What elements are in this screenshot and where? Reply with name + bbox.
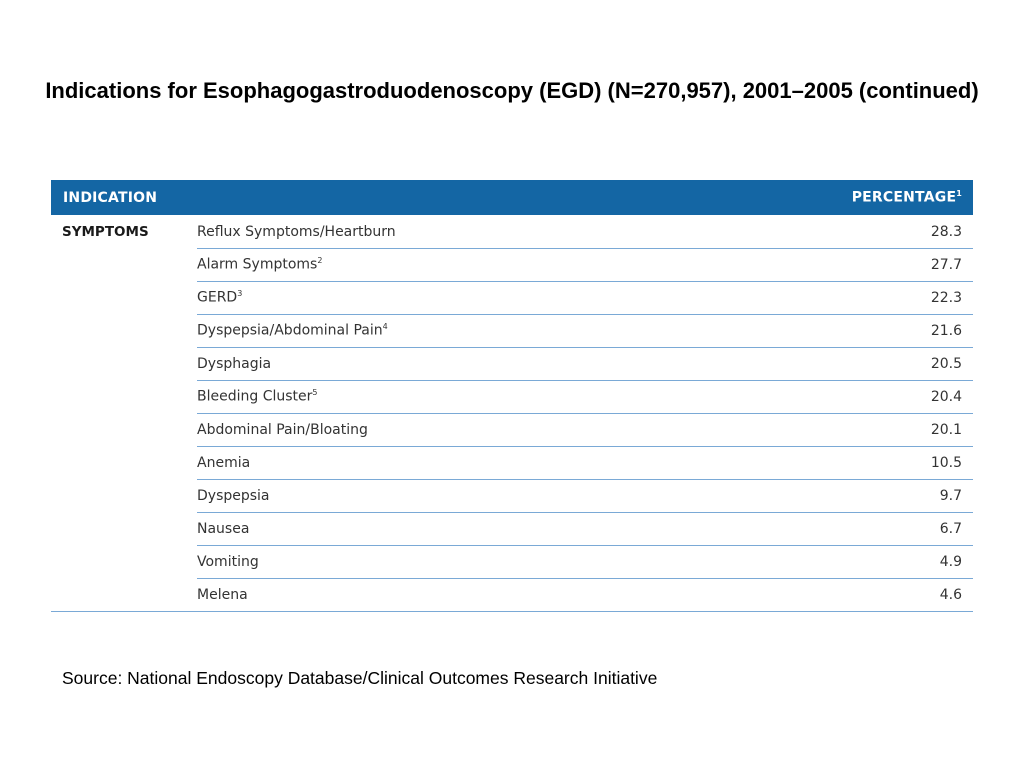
indication-cell	[197, 587, 882, 603]
indications-table	[51, 180, 973, 612]
indication-label: Bleeding Cluster	[197, 388, 313, 405]
table-row	[51, 248, 973, 281]
header-percentage	[852, 189, 973, 206]
percentage-value: 21.6	[930, 322, 962, 339]
indication-label: Anemia	[197, 454, 251, 471]
footnote-marker: 3	[237, 289, 243, 299]
table-row	[51, 413, 973, 446]
percentage-value: 20.4	[930, 388, 962, 405]
indication-label: Reflux Symptoms/Heartburn	[197, 223, 396, 240]
percentage-value: 6.7	[939, 520, 962, 537]
indication-cell	[197, 388, 882, 405]
table-row	[51, 545, 973, 578]
indication-cell	[197, 322, 882, 339]
percentage-value: 20.1	[930, 421, 962, 438]
percentage-value: 22.3	[930, 289, 962, 306]
indication-cell	[197, 356, 882, 372]
table-row	[51, 578, 973, 611]
page-title: Indications for Esophagogastroduodenoscopy (EGD) (N=270,957), 2001–2005 (continued)	[45, 78, 979, 103]
indication-label: Alarm Symptoms	[197, 256, 318, 273]
source-note: Source: National Endoscopy Database/Clinical Outcomes Research Initiative	[62, 668, 658, 688]
footnote-marker: 4	[382, 322, 388, 332]
footnote-marker: 5	[312, 388, 318, 398]
table-row	[51, 479, 973, 512]
percentage-value: 4.9	[939, 553, 962, 570]
indication-label: Melena	[197, 586, 248, 603]
indication-cell	[197, 256, 882, 273]
indication-label: Abdominal Pain/Bloating	[197, 421, 368, 438]
table-row	[51, 446, 973, 479]
table-row	[51, 215, 973, 248]
percentage-value: 27.7	[930, 256, 962, 273]
indication-cell	[197, 554, 882, 570]
indication-cell	[197, 488, 882, 504]
table-row	[51, 314, 973, 347]
table-row	[51, 281, 973, 314]
indication-label: Vomiting	[197, 553, 259, 570]
header-percentage-label: PERCENTAGE	[851, 189, 957, 206]
category-label: SYMPTOMS	[62, 223, 149, 240]
indication-label: Dysphagia	[197, 355, 272, 372]
indication-label: Dyspepsia/Abdominal Pain	[197, 322, 383, 339]
indication-cell	[197, 521, 882, 537]
indication-label: Nausea	[197, 520, 250, 537]
table-header	[51, 180, 973, 215]
indication-cell	[197, 455, 882, 471]
percentage-value: 9.7	[939, 487, 962, 504]
header-indication: INDICATION	[63, 189, 158, 206]
table-body	[51, 215, 973, 612]
indication-label: GERD	[197, 289, 238, 306]
table-row	[51, 380, 973, 413]
percentage-value: 28.3	[930, 223, 962, 240]
percentage-value: 4.6	[939, 586, 962, 603]
percentage-value: 10.5	[930, 454, 962, 471]
indication-cell	[197, 289, 882, 306]
indication-label: Dyspepsia	[197, 487, 270, 504]
percentage-value: 20.5	[930, 355, 962, 372]
indication-cell	[197, 224, 882, 240]
table-row	[51, 512, 973, 545]
indication-cell	[197, 422, 882, 438]
table-row	[51, 347, 973, 380]
footnote-marker: 2	[317, 256, 323, 266]
header-percentage-footnote: 1	[956, 189, 962, 199]
